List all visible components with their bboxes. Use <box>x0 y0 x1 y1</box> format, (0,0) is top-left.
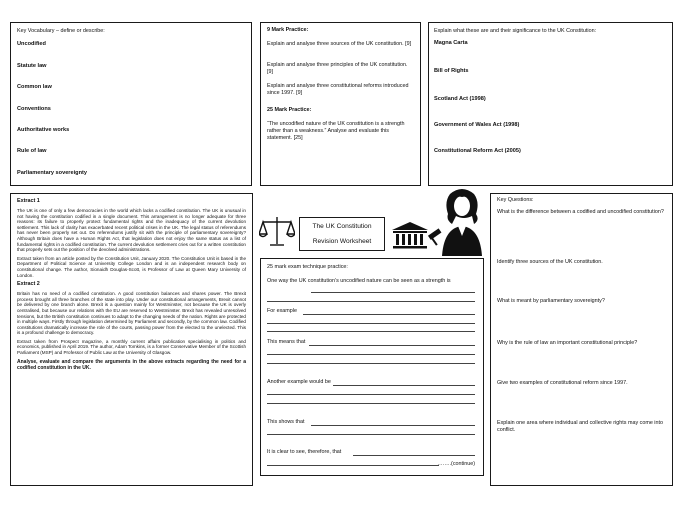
key-question: Give two examples of constitutional reform since 1997. <box>497 380 628 386</box>
practice-question: Explain and analyse three sources of the UK constitution. [9] <box>267 41 412 47</box>
key-questions-box <box>490 193 673 486</box>
vocabulary-box <box>10 22 252 186</box>
significance-item: Magna Carta <box>434 40 468 46</box>
key-question: What is meant by parliamentary sovereignty? <box>497 298 605 304</box>
vocab-term: Rule of law <box>17 148 47 154</box>
extract-2-title: Extract 2 <box>17 281 40 288</box>
technique-heading: 25 mark exam technique practice: <box>267 264 348 270</box>
key-question: What is the difference between a codified and uncodified constitution? <box>497 209 664 215</box>
practice-question: Explain and analyse three principles of the UK constitution. [9] <box>267 62 408 75</box>
worksheet-title-line2: Revision Worksheet <box>312 238 372 245</box>
key-questions-title: Key Questions: <box>497 197 534 203</box>
worksheet-title-line1: The UK Constitution <box>312 223 372 230</box>
vocab-term: Common law <box>17 84 52 90</box>
practice-box <box>260 22 421 186</box>
vocab-term: Uncodified <box>17 41 46 47</box>
worksheet-title-box <box>299 217 385 251</box>
practice-question: “The uncodified nature of the UK constitution is a strength rather than a weakness.” Analyse and evaluate this statement. [25] <box>267 121 405 141</box>
extract-2-source: Extract taken from Prospect magazine, a monthly current affairs publication specialising in politics and economics, published in April 2019. The author, Adam Tomkins, is a former Conservative Member of the Scottish Parliament (MSP) and Professor of Public Law at the University of Glasgow. <box>17 338 246 356</box>
scales-of-justice-icon <box>259 214 295 248</box>
extract-1-source: Extract taken from an article posted by the Constitution Unit, January 2020. The Constitution Unit is based in the Department of Political Science at University College London and is an independent research body on constitutional change. The author, Sionaidh Douglas-Scott, is Professor of Law at Queen Mary University of London. <box>17 255 246 278</box>
therefore-prompt: It is clear to see, therefore, that <box>267 449 342 455</box>
technique-box <box>260 258 484 476</box>
key-question: Explain one area where individual and collective rights may come into conflict. <box>497 420 664 433</box>
key-question: Identify three sources of the UK constitution. <box>497 259 603 265</box>
extract-2-body: Britain has no need of a codified constitution. A good constitution balances and shares power. The Brexit process brought all three branches of the state into play. Under our constitutional arrangements, Brexit cannot be delivered by one branch alone. Brexit is a question mainly for Westminster, not because the UK is overly centralised, but because our relations with the EU are reserved to Westminster. Brexit has revealed unresolved tensions, but the British constitution continues to adapt to the changing needs of the nation. Rights are protected in multiple ways. Firstly through legislation determined by Parliament and secondly, by the common law. Codified constitutions dramatically increase the role of the courts, passing power from the elected to the unelected. This is a profound challenge to democracy. <box>17 291 246 336</box>
key-question: Why is the rule of law an important constitutional principle? <box>497 340 638 346</box>
significance-item: Bill of Rights <box>434 68 469 74</box>
continue-note: ……..(continue) <box>437 461 475 467</box>
significance-box <box>428 22 673 186</box>
extract-1-body: The UK is one of only a few democracies in the world which lacks a codified constitution. The UK is unusual in not having the constitution codified in a single document. This arrangement is no longer adequate for three reasons: its failure to properly protect fundamental rights and the inadequacy of the current devolution settlement. This lack of clarity has exacerbated recent political crises in the UK. The legal status of referendums has never been properly set out. Do referendums justify sit with the principle of parliamentary sovereignty? Although Britain does have a Human Rights Act, that legislation does not enjoy the same status as a list of fundamental rights in a codified constitution. The current devolution settlement cries out for a written constitution that properly sets out the position of the devolved administrations. <box>17 208 246 253</box>
extract-instruction: Analyse, evaluate and compare the arguments in the above extracts regarding the need for a codified constitution in the UK. <box>17 358 246 371</box>
technique-intro: One way the UK constitution’s uncodified nature can be seen as a strength is <box>267 278 451 284</box>
significance-title: Explain what these are and their significance to the UK Constitution: <box>434 28 597 34</box>
practice-question: Explain and analyse three constitutional reforms introduced since 1997. [9] <box>267 83 409 96</box>
extract-1-title: Extract 1 <box>17 198 40 204</box>
vocab-term: Authoritative works <box>17 127 70 133</box>
vocab-term: Statute law <box>17 63 47 69</box>
extracts-box <box>10 193 253 486</box>
nine-mark-heading: 9 Mark Practice: <box>267 27 309 33</box>
significance-item: Government of Wales Act (1998) <box>434 122 520 128</box>
vocab-term: Conventions <box>17 106 51 112</box>
vocab-term: Parliamentary sovereignty <box>17 170 87 176</box>
significance-item: Constitutional Reform Act (2005) <box>434 148 521 154</box>
this-shows-prompt: This shows that <box>267 419 305 425</box>
judge-icon <box>390 186 490 258</box>
significance-item: Scotland Act (1998) <box>434 96 486 102</box>
vocabulary-title: Key Vocabulary – define or describe: <box>17 28 105 34</box>
twentyfive-mark-heading: 25 Mark Practice: <box>267 107 312 113</box>
this-means-prompt: This means that <box>267 339 306 345</box>
another-example-prompt: Another example would be <box>267 379 331 385</box>
for-example-prompt: For example <box>267 308 297 314</box>
